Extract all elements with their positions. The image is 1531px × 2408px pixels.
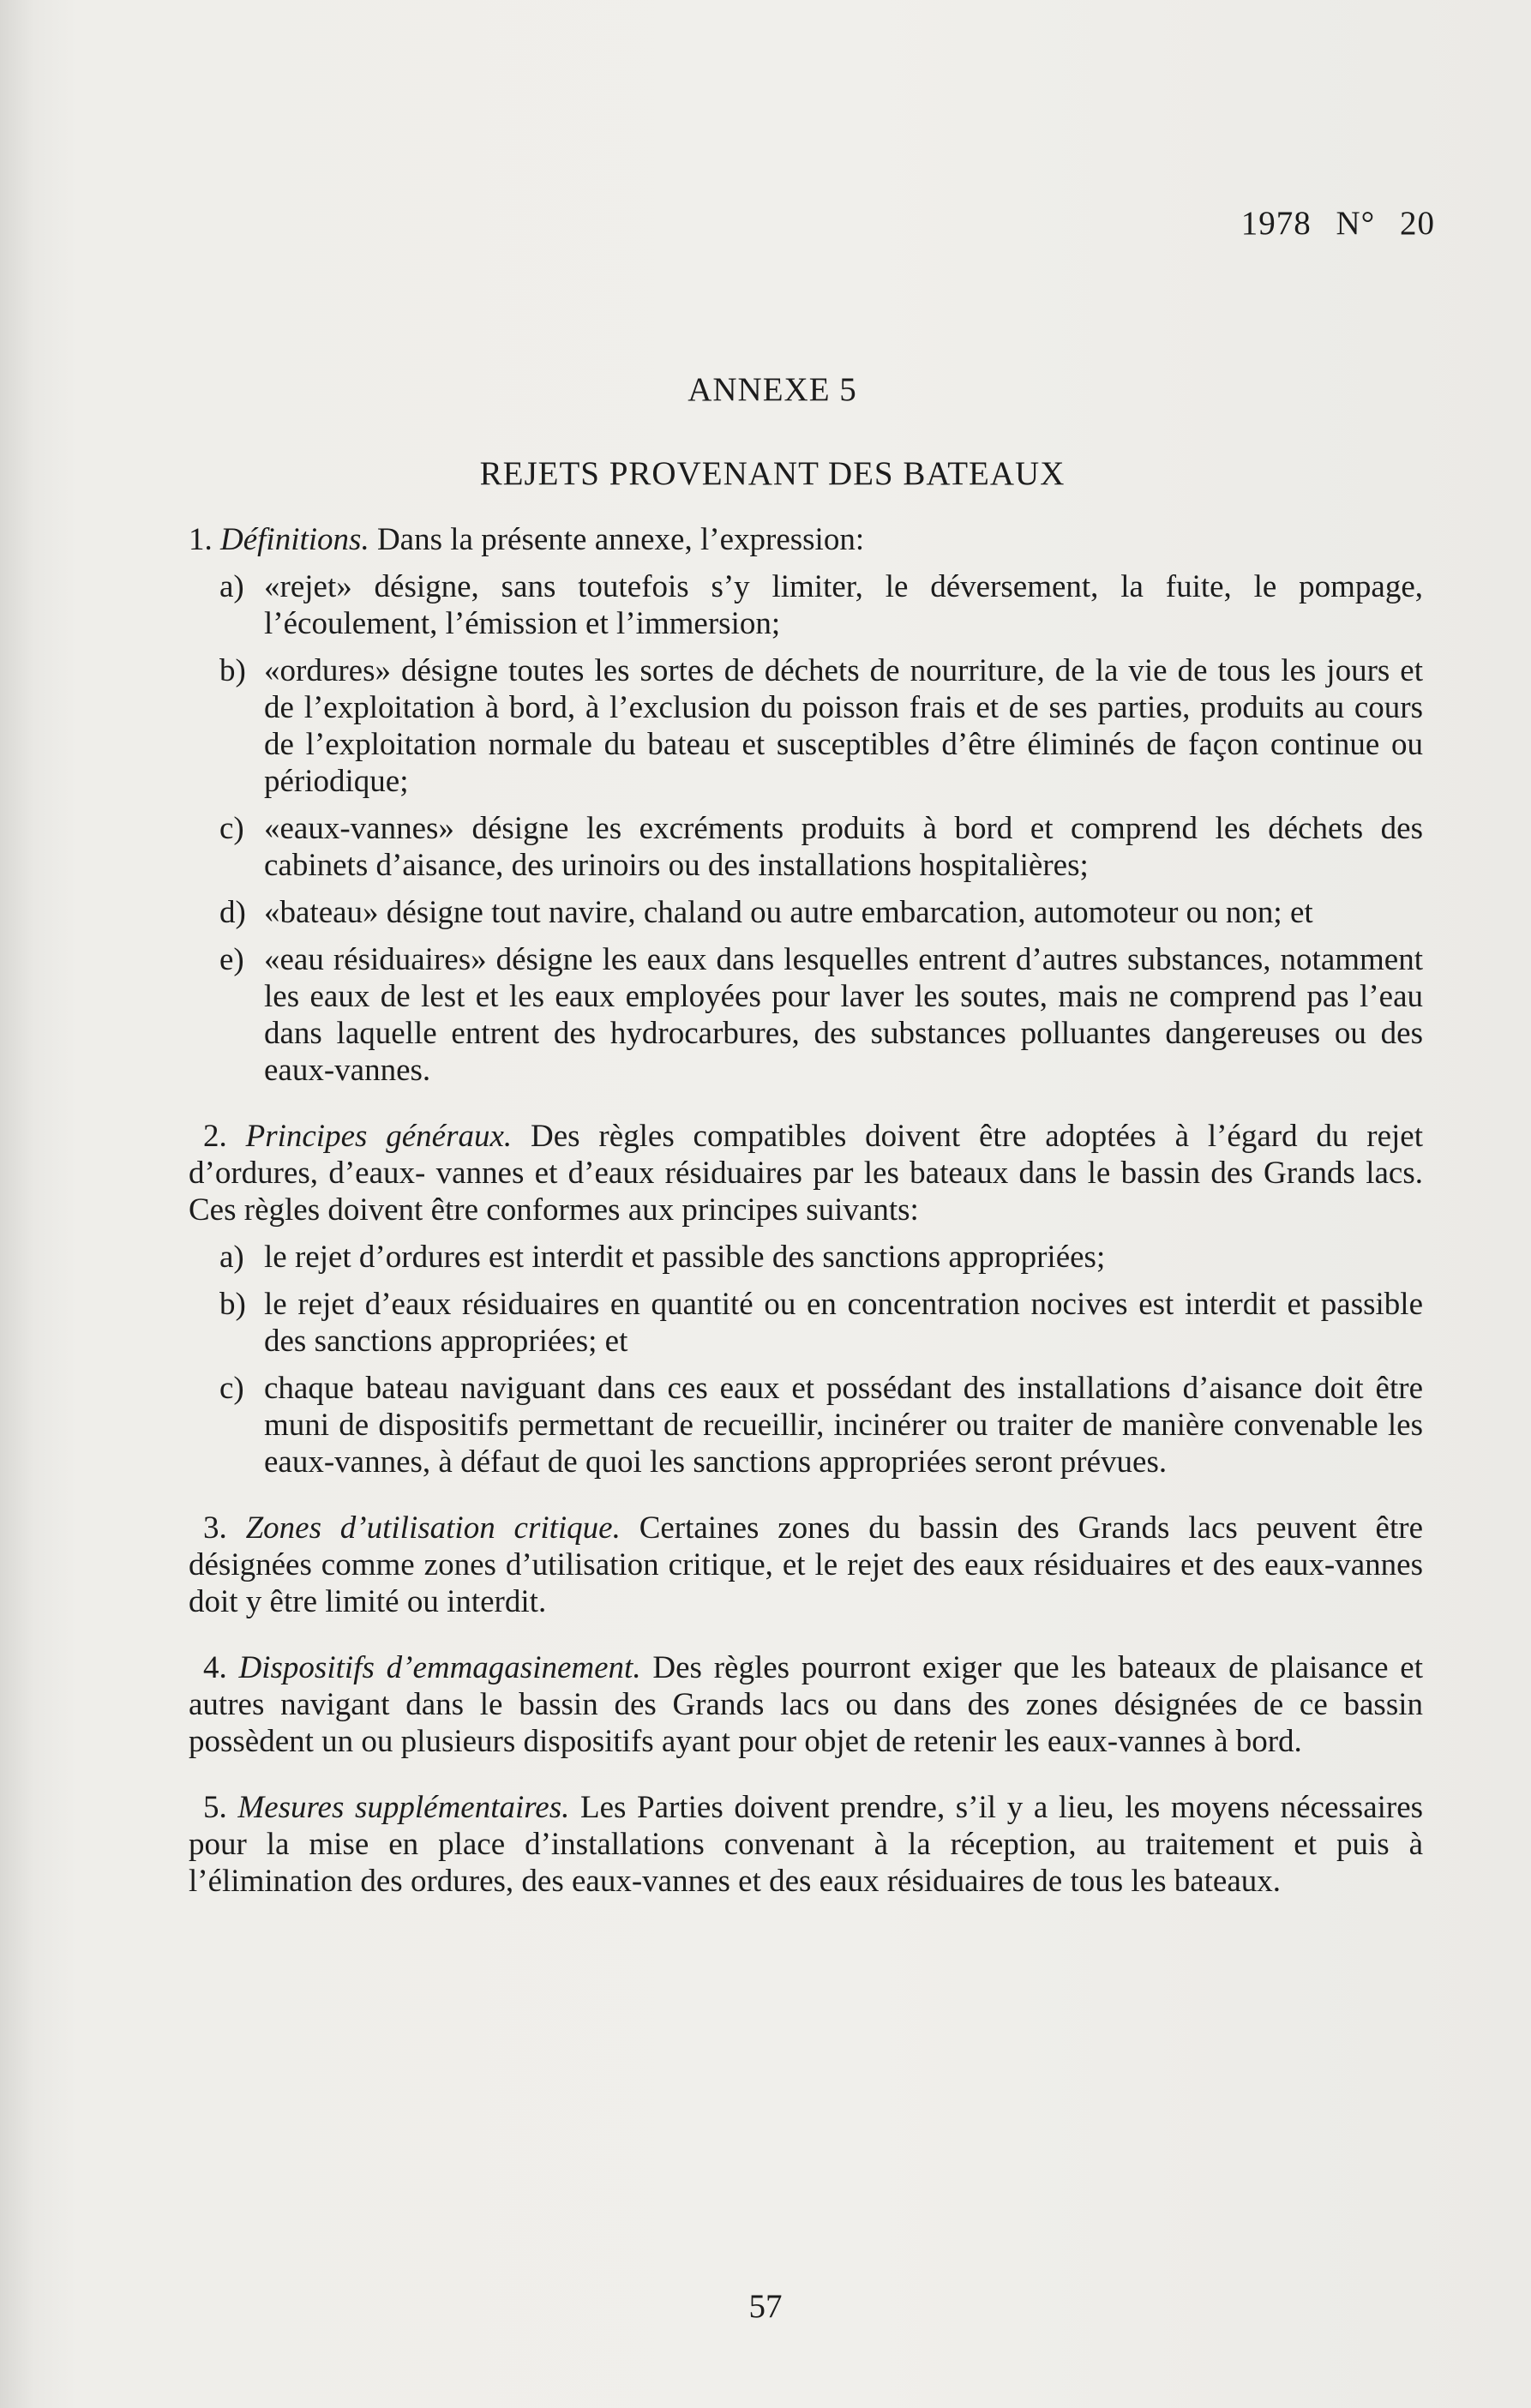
section-title: Définitions.: [220, 522, 369, 557]
list-marker: c): [219, 1371, 244, 1406]
section-title: Dispositifs d’emmagasinement.: [238, 1650, 641, 1685]
header-year: 1978: [1240, 205, 1312, 242]
section-title: Zones d’utilisation critique.: [245, 1510, 621, 1546]
page-header: [1241, 204, 1435, 243]
section-number: 4.: [203, 1650, 227, 1685]
section-title: Mesures supplémentaires.: [237, 1790, 570, 1825]
list-marker: d): [219, 895, 246, 930]
list-item: [189, 652, 1423, 800]
annex-subtitle: REJETS PROVENANT DES BATEAUX: [479, 455, 1066, 492]
list-marker: c): [219, 811, 244, 846]
list-marker: e): [219, 942, 244, 977]
list-item-text: «eau résiduaires» désigne les eaux dans lesquelles entrent d’autres substances, notamment les eaux de lest et les eaux employées pour laver les soutes, mais ne comprend pas l’eau dans laquelle entrent des hydrocarbures, des substances polluantes dangereuses ou des eaux-vannes.: [264, 942, 1423, 1088]
section-number: 5.: [203, 1790, 227, 1825]
section-number: 3.: [203, 1510, 227, 1546]
section-title: Principes généraux.: [245, 1119, 513, 1154]
section-1: [189, 521, 1423, 558]
list-item: [189, 810, 1423, 884]
list-marker: a): [219, 569, 244, 604]
list-item-text: «rejet» désigne, sans toutefois s’y limiter, le déversement, la fuite, le pompage, l’écoulement, l’émission et l’immersion;: [264, 569, 1423, 641]
section-text: Des règles pourront exiger que les bateaux de plaisance et autres navigant dans le bassin des Grands lacs ou dans des zones désignées de ce bassin possèdent un ou plusieurs dispositifs ayant pour objet de retenir les eaux-vannes à bord.: [189, 1650, 1423, 1759]
page-number: 57: [748, 2288, 783, 2325]
list-item-text: «ordures» désigne toutes les sortes de déchets de nourriture, de la vie de tous les jours et de l’exploitation à bord, à l’exclusion du poisson frais et de ses parties, produits au cours de l’exploitation normale du bateau et susceptibles d’être éliminés de façon continue ou périodique;: [264, 653, 1423, 799]
list-marker: b): [219, 1287, 246, 1322]
section-text: Des règles compatibles doivent être adoptées à l’égard du rejet d’ordures, d’eaux- vannes et d’eaux résiduaires par les bateaux dans le bassin des Grands lacs. Ces règles doivent être conformes aux principes suivants:: [189, 1119, 1423, 1228]
section-text: Certaines zones du bassin des Grands lacs peuvent être désignées comme zones d’utilisation critique, et le rejet des eaux résiduaires et des eaux-vannes doit y être limité ou interdit.: [189, 1510, 1424, 1619]
list-item: [189, 894, 1423, 931]
list-item-text: le rejet d’eaux résiduaires en quantité ou en concentration nocives est interdit et passible des sanctions appropriées; et: [264, 1287, 1423, 1359]
list-item: [189, 1370, 1423, 1480]
section-number: 1.: [189, 522, 213, 557]
list-item: [189, 568, 1423, 642]
list-item: [189, 941, 1423, 1089]
list-item: [189, 1286, 1423, 1360]
section-text: Les Parties doivent prendre, s’il y a lieu, les moyens nécessaires pour la mise en place d’installations convenant à la réception, au traitement et puis à l’élimination des ordures, des eaux-vannes et des eaux résiduaires de tous les bateaux.: [189, 1790, 1424, 1899]
list-item-text: chaque bateau naviguant dans ces eaux et possédant des installations d’aisance doit être muni de dispositifs permettant de recueillir, incinérer ou traiter de manière convenable les eaux-vannes, à défaut de quoi les sanctions appropriées seront prévues.: [264, 1371, 1423, 1480]
section-2: [189, 1118, 1423, 1228]
header-number: N° 20: [1336, 205, 1435, 242]
document-body: [189, 521, 1423, 1900]
section-4: [189, 1649, 1423, 1760]
annex-title: ANNEXE 5: [687, 371, 857, 408]
list-item: [189, 1239, 1423, 1276]
list-marker: b): [219, 653, 246, 688]
list-item-text: «bateau» désigne tout navire, chaland ou autre embarcation, automoteur ou non; et: [264, 895, 1313, 930]
list-item-text: «eaux-vannes» désigne les excréments produits à bord et comprend les déchets des cabinets d’aisance, des urinoirs ou des installations hospitalières;: [264, 811, 1423, 883]
section-number: 2.: [203, 1119, 227, 1154]
list-marker: a): [219, 1240, 244, 1275]
list-item-text: le rejet d’ordures est interdit et passible des sanctions appropriées;: [264, 1240, 1106, 1275]
section-3: [189, 1510, 1423, 1620]
section-5: [189, 1789, 1423, 1900]
section-text: Dans la présente annexe, l’expression:: [376, 522, 865, 557]
